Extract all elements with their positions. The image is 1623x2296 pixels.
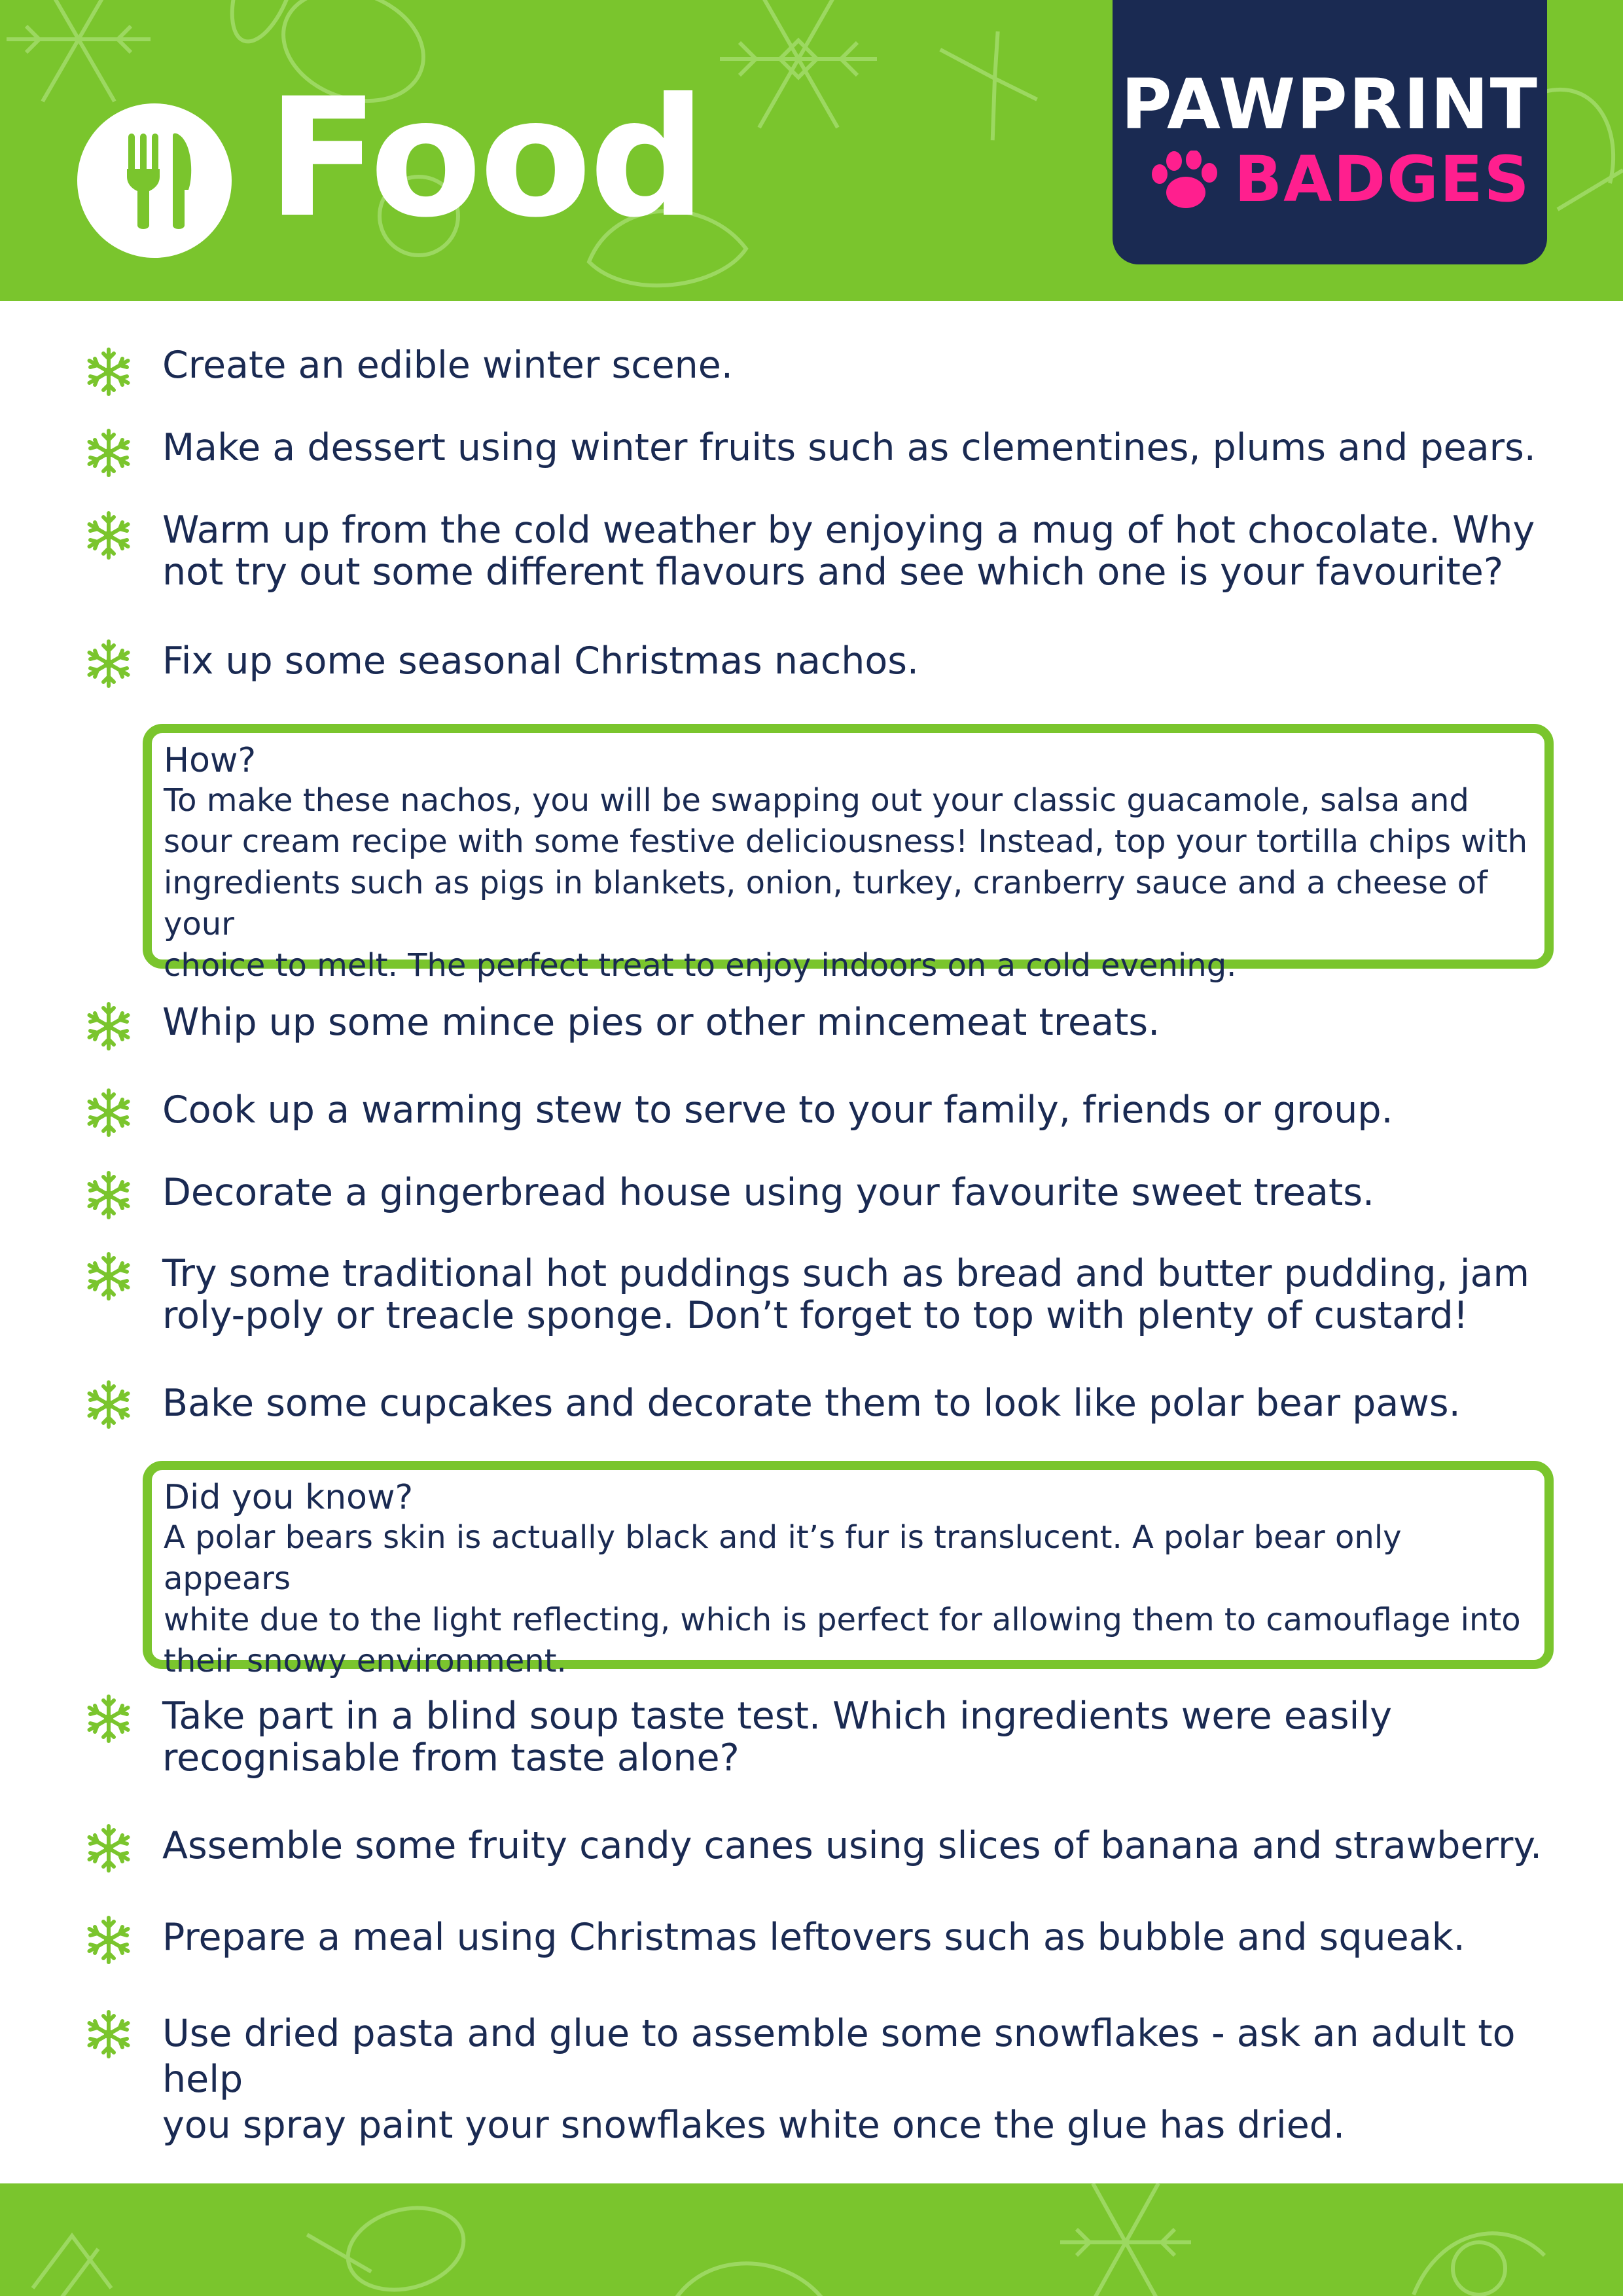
list-item-text: Try some traditional hot puddings such as bread and butter pudding, jam roly-poly or treacle sponge. Don’t forget to top with plenty of custard! (162, 1252, 1530, 1337)
list-item-text: Use dried pasta and glue to assemble some snowflakes - ask an adult to help you spray paint your snowflakes white once the glue has dried. (162, 2012, 1516, 2147)
page-title: Food (267, 63, 704, 253)
how-box-title: How? (164, 741, 257, 780)
snowflake-icon (82, 1250, 135, 1302)
list-item-text: Decorate a gingerbread house using your favourite sweet treats. (162, 1171, 1375, 1214)
paw-icon (1148, 151, 1220, 213)
did-you-know-box-body: A polar bears skin is actually black and it’s fur is translucent. A polar bear only appears white due to the light reflecting, which is perfect for allowing them to camouflage into their snowy environment. (164, 1519, 1521, 1679)
snowflake-icon (82, 1086, 135, 1139)
snowflake-icon (82, 637, 135, 690)
list-item-text: Take part in a blind soup taste test. Which ingredients were easily recognisable from taste alone? (162, 1695, 1392, 1780)
snowflake-icon (82, 1914, 135, 1966)
how-info-box (143, 724, 1554, 984)
list-item-text: Make a dessert using winter fruits such as clementines, plums and pears. (162, 426, 1536, 469)
snowflake-icon (82, 427, 135, 479)
snowflake-pattern-decoration (0, 2183, 1623, 2296)
footer-banner (0, 2183, 1623, 2296)
list-item-text: Assemble some fruity candy canes using slices of banana and strawberry. (162, 1824, 1543, 1867)
header-banner (0, 0, 1623, 301)
list-item-text: Warm up from the cold weather by enjoying a mug of hot chocolate. Why not try out some different flavours and see which one is your favourite? (162, 509, 1535, 594)
snowflake-icon (82, 346, 135, 398)
list-item-text: Bake some cupcakes and decorate them to look like polar bear paws. (162, 1382, 1461, 1425)
list-item-text: Prepare a meal using Christmas leftovers such as bubble and squeak. (162, 1916, 1465, 1959)
snowflake-icon (82, 1378, 135, 1431)
pawprint-badges-logo (1113, 0, 1547, 264)
snowflake-icon (82, 1000, 135, 1052)
snowflake-icon (82, 509, 135, 562)
list-item-text: Cook up a warming stew to serve to your family, friends or group. (162, 1088, 1393, 1132)
logo-text-badges-row (1148, 140, 1541, 219)
snowflake-icon (82, 1822, 135, 1874)
did-you-know-box-title: Did you know? (164, 1478, 414, 1517)
did-you-know-info-box (143, 1461, 1554, 1679)
snowflake-icon (82, 1169, 135, 1221)
logo-text-pawprint: PAWPRINT (1121, 64, 1539, 145)
how-box-body: To make these nachos, you will be swapping out your classic guacamole, salsa and sour cream recipe with some festive deliciousness! Instead, top your tortilla chips with ingredients such as pigs in blankets, onion, turkey, cranberry sauce and a cheese of your choice to melt. The perfect treat to enjoy indoors on a cold evening. (164, 782, 1528, 984)
list-item-text: Create an edible winter scene. (162, 344, 733, 387)
cutlery-icon (77, 103, 232, 258)
list-item-text: Fix up some seasonal Christmas nachos. (162, 639, 919, 683)
list-item-text: Whip up some mince pies or other mincemeat treats. (162, 1001, 1160, 1044)
snowflake-icon (82, 1693, 135, 1745)
logo-text-badges: BADGES (1234, 143, 1531, 216)
snowflake-icon (82, 2008, 135, 2060)
